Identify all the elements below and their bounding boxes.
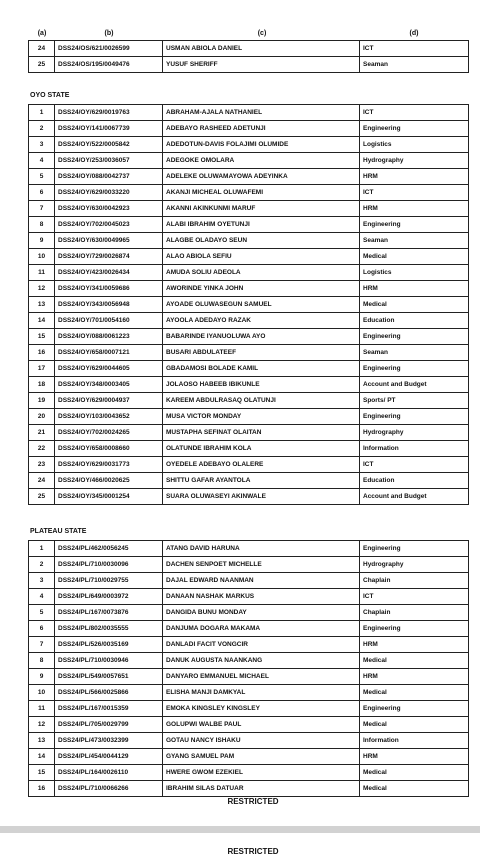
department-cell: Engineering	[360, 621, 469, 637]
table-row	[29, 377, 469, 393]
candidate-name-cell: DANGIDA BUNU MONDAY	[163, 605, 360, 621]
table-row	[29, 573, 469, 589]
registration-code-cell: DSS24/OY/466/0020625	[55, 473, 163, 489]
serial-number-cell: 3	[29, 573, 55, 589]
registration-code-cell: DSS24/OY/103/0043652	[55, 409, 163, 425]
serial-number-cell: 7	[29, 637, 55, 653]
candidate-name-cell: DACHEN SENPOET MICHELLE	[163, 557, 360, 573]
table-row	[29, 265, 469, 281]
candidate-name-cell: USMAN ABIOLA DANIEL	[163, 41, 360, 57]
serial-number-cell: 10	[29, 685, 55, 701]
registration-code-cell: DSS24/OY/345/0001254	[55, 489, 163, 505]
registration-code-cell: DSS24/OY/629/0019763	[55, 105, 163, 121]
page-divider	[0, 826, 480, 833]
serial-number-cell: 23	[29, 457, 55, 473]
table-row	[29, 685, 469, 701]
registration-code-cell: DSS24/OY/348/0003405	[55, 377, 163, 393]
registration-code-cell: DSS24/OY/658/0008660	[55, 441, 163, 457]
candidate-name-cell: JOLAOSO HABEEB IBIKUNLE	[163, 377, 360, 393]
serial-number-cell: 10	[29, 249, 55, 265]
candidate-name-cell: DANJUMA DOGARA MAKAMA	[163, 621, 360, 637]
registration-code-cell: DSS24/PL/710/0029755	[55, 573, 163, 589]
serial-number-cell: 21	[29, 425, 55, 441]
serial-number-cell: 9	[29, 233, 55, 249]
serial-number-cell: 19	[29, 393, 55, 409]
registration-code-cell: DSS24/PL/710/0030096	[55, 557, 163, 573]
serial-number-cell: 15	[29, 765, 55, 781]
candidate-name-cell: ADEDOTUN-DAVIS FOLAJIMI OLUMIDE	[163, 137, 360, 153]
registration-code-cell: DSS24/OS/621/0026599	[55, 41, 163, 57]
table-row	[29, 121, 469, 137]
department-cell: Account and Budget	[360, 377, 469, 393]
serial-number-cell: 1	[29, 541, 55, 557]
department-cell: Sports/ PT	[360, 393, 469, 409]
table-row	[29, 217, 469, 233]
table-row	[29, 57, 469, 73]
department-cell: Logistics	[360, 265, 469, 281]
candidate-name-cell: DANUK AUGUSTA NAANKANG	[163, 653, 360, 669]
candidate-name-cell: GOTAU NANCY ISHAKU	[163, 733, 360, 749]
registration-code-cell: DSS24/OY/658/0007121	[55, 345, 163, 361]
candidate-name-cell: ABRAHAM-AJALA NATHANIEL	[163, 105, 360, 121]
registration-code-cell: DSS24/OS/195/0049476	[55, 57, 163, 73]
candidate-name-cell: ELISHA MANJI DAMKYAL	[163, 685, 360, 701]
serial-number-cell: 9	[29, 669, 55, 685]
serial-number-cell: 7	[29, 201, 55, 217]
department-cell: Medical	[360, 765, 469, 781]
serial-number-cell: 4	[29, 153, 55, 169]
serial-number-cell: 11	[29, 701, 55, 717]
serial-number-cell: 13	[29, 297, 55, 313]
table-row	[29, 393, 469, 409]
department-cell: Engineering	[360, 701, 469, 717]
candidate-name-cell: ADEBAYO RASHEED ADETUNJI	[163, 121, 360, 137]
registration-code-cell: DSS24/PL/710/0030946	[55, 653, 163, 669]
department-cell: Engineering	[360, 329, 469, 345]
serial-number-cell: 2	[29, 121, 55, 137]
registration-code-cell: DSS24/PL/454/0044129	[55, 749, 163, 765]
table-row	[29, 249, 469, 265]
registration-code-cell: DSS24/OY/343/0056948	[55, 297, 163, 313]
department-cell: HRM	[360, 669, 469, 685]
candidate-name-cell: BABARINDE IYANUOLUWA AYO	[163, 329, 360, 345]
registration-code-cell: DSS24/OY/141/0067739	[55, 121, 163, 137]
table-row	[29, 605, 469, 621]
department-cell: Chaplain	[360, 573, 469, 589]
serial-number-cell: 17	[29, 361, 55, 377]
registration-code-cell: DSS24/OY/629/0044605	[55, 361, 163, 377]
table-row	[29, 313, 469, 329]
department-cell: Medical	[360, 717, 469, 733]
registration-code-cell: DSS24/PL/710/0066266	[55, 781, 163, 797]
column-header-b: (b)	[104, 30, 114, 37]
serial-number-cell: 8	[29, 653, 55, 669]
serial-number-cell: 20	[29, 409, 55, 425]
serial-number-cell: 8	[29, 217, 55, 233]
registration-code-cell: DSS24/OY/253/0036057	[55, 153, 163, 169]
column-header-d: (d)	[409, 30, 419, 37]
column-header-a: (a)	[37, 30, 47, 37]
candidate-name-cell: IBRAHIM SILAS DATUAR	[163, 781, 360, 797]
candidate-name-cell: ALABI IBRAHIM OYETUNJI	[163, 217, 360, 233]
candidate-name-cell: GOLUPWI WALBE PAUL	[163, 717, 360, 733]
department-cell: ICT	[360, 589, 469, 605]
table-row	[29, 329, 469, 345]
table-row	[29, 201, 469, 217]
department-cell: Logistics	[360, 137, 469, 153]
serial-number-cell: 15	[29, 329, 55, 345]
registration-code-cell: DSS24/OY/702/0045023	[55, 217, 163, 233]
plateau-table	[28, 540, 469, 797]
registration-code-cell: DSS24/OY/522/0005842	[55, 137, 163, 153]
registration-code-cell: DSS24/OY/729/0026874	[55, 249, 163, 265]
serial-number-cell: 3	[29, 137, 55, 153]
department-cell: Medical	[360, 685, 469, 701]
serial-number-cell: 14	[29, 313, 55, 329]
table-row	[29, 637, 469, 653]
department-cell: Education	[360, 313, 469, 329]
candidate-name-cell: ALAO ABIOLA SEFIU	[163, 249, 360, 265]
table-row	[29, 717, 469, 733]
department-cell: HRM	[360, 281, 469, 297]
column-header-c: (c)	[257, 30, 267, 37]
oyo-table	[28, 104, 469, 505]
table-row	[29, 409, 469, 425]
registration-code-cell: DSS24/OY/341/0059686	[55, 281, 163, 297]
candidate-name-cell: EMOKA KINGSLEY KINGSLEY	[163, 701, 360, 717]
candidate-name-cell: ADELEKE OLUWAMAYOWA ADEYINKA	[163, 169, 360, 185]
registration-code-cell: DSS24/OY/701/0054160	[55, 313, 163, 329]
candidate-name-cell: DANAAN NASHAK MARKUS	[163, 589, 360, 605]
department-cell: ICT	[360, 105, 469, 121]
department-cell: Engineering	[360, 121, 469, 137]
candidate-name-cell: BUSARI ABDULATEEF	[163, 345, 360, 361]
department-cell: Engineering	[360, 409, 469, 425]
department-cell: Medical	[360, 297, 469, 313]
table-row	[29, 653, 469, 669]
registration-code-cell: DSS24/PL/167/0073876	[55, 605, 163, 621]
department-cell: HRM	[360, 749, 469, 765]
serial-number-cell: 24	[29, 41, 55, 57]
candidate-name-cell: MUSTAPHA SEFINAT OLAITAN	[163, 425, 360, 441]
serial-number-cell: 25	[29, 489, 55, 505]
registration-code-cell: DSS24/OY/423/0026434	[55, 265, 163, 281]
candidate-name-cell: KAREEM ABDULRASAQ OLATUNJI	[163, 393, 360, 409]
serial-number-cell: 13	[29, 733, 55, 749]
registration-code-cell: DSS24/OY/630/0049965	[55, 233, 163, 249]
registration-code-cell: DSS24/PL/649/0003972	[55, 589, 163, 605]
previous-state-table	[28, 40, 469, 73]
serial-number-cell: 5	[29, 169, 55, 185]
table-row	[29, 441, 469, 457]
table-row	[29, 473, 469, 489]
table-row	[29, 345, 469, 361]
department-cell: Hydrography	[360, 153, 469, 169]
registration-code-cell: DSS24/OY/629/0033220	[55, 185, 163, 201]
registration-code-cell: DSS24/PL/705/0029799	[55, 717, 163, 733]
department-cell: Medical	[360, 249, 469, 265]
candidate-name-cell: GYANG SAMUEL PAM	[163, 749, 360, 765]
registration-code-cell: DSS24/PL/473/0032399	[55, 733, 163, 749]
table-row	[29, 669, 469, 685]
serial-number-cell: 6	[29, 185, 55, 201]
candidate-name-cell: AYOADE OLUWASEGUN SAMUEL	[163, 297, 360, 313]
candidate-name-cell: HWERE GWOM EZEKIEL	[163, 765, 360, 781]
department-cell: Account and Budget	[360, 489, 469, 505]
table-row	[29, 153, 469, 169]
candidate-name-cell: DANLADI FACIT VONGCIR	[163, 637, 360, 653]
candidate-name-cell: AKANNI AKINKUNMI MARUF	[163, 201, 360, 217]
department-cell: Seaman	[360, 57, 469, 73]
table-row	[29, 137, 469, 153]
candidate-name-cell: MUSA VICTOR MONDAY	[163, 409, 360, 425]
registration-code-cell: DSS24/OY/629/0004937	[55, 393, 163, 409]
serial-number-cell: 5	[29, 605, 55, 621]
table-row	[29, 233, 469, 249]
table-row	[29, 765, 469, 781]
registration-code-cell: DSS24/PL/566/0025866	[55, 685, 163, 701]
registration-code-cell: DSS24/OY/629/0031773	[55, 457, 163, 473]
department-cell: Education	[360, 473, 469, 489]
department-cell: Medical	[360, 653, 469, 669]
department-cell: Medical	[360, 781, 469, 797]
table-row	[29, 489, 469, 505]
table-row	[29, 169, 469, 185]
department-cell: ICT	[360, 185, 469, 201]
department-cell: Seaman	[360, 345, 469, 361]
table-row	[29, 749, 469, 765]
serial-number-cell: 12	[29, 717, 55, 733]
table-row	[29, 105, 469, 121]
restricted-header-next-page: RESTRICTED	[227, 847, 279, 856]
candidate-name-cell: ALAGBE OLADAYO SEUN	[163, 233, 360, 249]
candidate-name-cell: DAJAL EDWARD NAANMAN	[163, 573, 360, 589]
serial-number-cell: 24	[29, 473, 55, 489]
candidate-name-cell: AWORINDE YINKA JOHN	[163, 281, 360, 297]
registration-code-cell: DSS24/PL/164/0026110	[55, 765, 163, 781]
serial-number-cell: 12	[29, 281, 55, 297]
department-cell: Engineering	[360, 217, 469, 233]
registration-code-cell: DSS24/PL/167/0015359	[55, 701, 163, 717]
registration-code-cell: DSS24/OY/088/0061223	[55, 329, 163, 345]
department-cell: Hydrography	[360, 557, 469, 573]
serial-number-cell: 16	[29, 345, 55, 361]
serial-number-cell: 6	[29, 621, 55, 637]
candidate-name-cell: AKANJI MICHEAL OLUWAFEMI	[163, 185, 360, 201]
serial-number-cell: 18	[29, 377, 55, 393]
registration-code-cell: DSS24/PL/462/0056245	[55, 541, 163, 557]
table-row	[29, 701, 469, 717]
department-cell: Engineering	[360, 541, 469, 557]
state-title-oyo: OYO STATE	[30, 92, 70, 99]
candidate-name-cell: SUARA OLUWASEYI AKINWALE	[163, 489, 360, 505]
registration-code-cell: DSS24/OY/702/0024265	[55, 425, 163, 441]
table-row	[29, 557, 469, 573]
table-row	[29, 733, 469, 749]
table-row	[29, 457, 469, 473]
candidate-name-cell: GBADAMOSI BOLADE KAMIL	[163, 361, 360, 377]
candidate-name-cell: OLATUNDE IBRAHIM KOLA	[163, 441, 360, 457]
candidate-name-cell: AMUDA SOLIU ADEOLA	[163, 265, 360, 281]
department-cell: Chaplain	[360, 605, 469, 621]
serial-number-cell: 2	[29, 557, 55, 573]
candidate-name-cell: OYEDELE ADEBAYO OLALERE	[163, 457, 360, 473]
registration-code-cell: DSS24/OY/630/0042923	[55, 201, 163, 217]
state-title-plateau: PLATEAU STATE	[30, 528, 87, 535]
candidate-name-cell: ATANG DAVID HARUNA	[163, 541, 360, 557]
column-header-row	[28, 28, 468, 40]
serial-number-cell: 11	[29, 265, 55, 281]
department-cell: Information	[360, 733, 469, 749]
restricted-footer: RESTRICTED	[227, 797, 279, 806]
department-cell: ICT	[360, 41, 469, 57]
table-row	[29, 41, 469, 57]
serial-number-cell: 4	[29, 589, 55, 605]
registration-code-cell: DSS24/PL/549/0057651	[55, 669, 163, 685]
serial-number-cell: 16	[29, 781, 55, 797]
serial-number-cell: 1	[29, 105, 55, 121]
department-cell: Engineering	[360, 361, 469, 377]
candidate-name-cell: SHITTU GAFAR AYANTOLA	[163, 473, 360, 489]
department-cell: Seaman	[360, 233, 469, 249]
table-row	[29, 361, 469, 377]
registration-code-cell: DSS24/PL/802/0035555	[55, 621, 163, 637]
candidate-name-cell: AYOOLA ADEDAYO RAZAK	[163, 313, 360, 329]
department-cell: Information	[360, 441, 469, 457]
table-row	[29, 297, 469, 313]
table-row	[29, 621, 469, 637]
candidate-name-cell: YUSUF SHERIFF	[163, 57, 360, 73]
serial-number-cell: 14	[29, 749, 55, 765]
serial-number-cell: 22	[29, 441, 55, 457]
candidate-name-cell: ADEGOKE OMOLARA	[163, 153, 360, 169]
candidate-name-cell: DANYARO EMMANUEL MICHAEL	[163, 669, 360, 685]
serial-number-cell: 25	[29, 57, 55, 73]
table-row	[29, 185, 469, 201]
department-cell: Hydrography	[360, 425, 469, 441]
table-row	[29, 281, 469, 297]
table-row	[29, 541, 469, 557]
department-cell: HRM	[360, 201, 469, 217]
table-row	[29, 589, 469, 605]
registration-code-cell: DSS24/OY/088/0042737	[55, 169, 163, 185]
department-cell: HRM	[360, 637, 469, 653]
department-cell: HRM	[360, 169, 469, 185]
table-row	[29, 425, 469, 441]
table-row	[29, 781, 469, 797]
registration-code-cell: DSS24/PL/526/0035169	[55, 637, 163, 653]
department-cell: ICT	[360, 457, 469, 473]
